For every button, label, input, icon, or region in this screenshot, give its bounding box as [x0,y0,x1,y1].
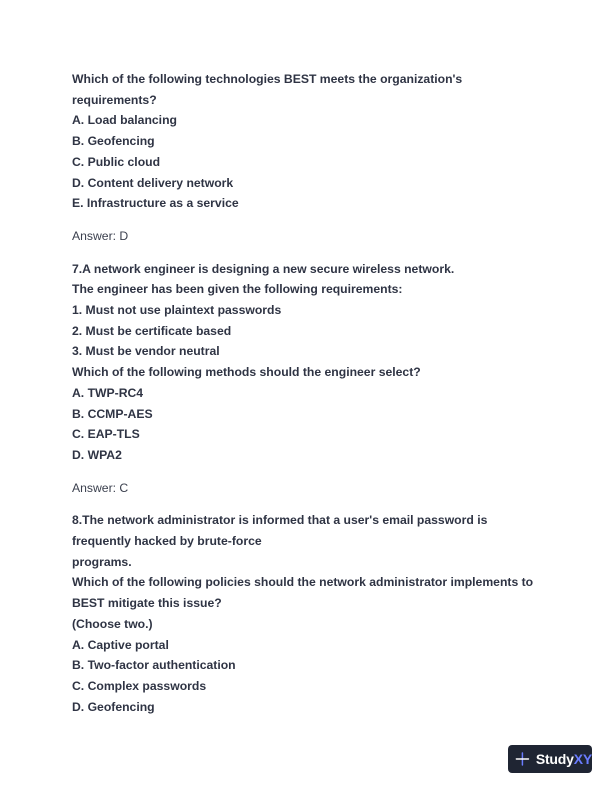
brand-name [536,751,592,767]
option-a: A. TWP-RC4 [72,385,144,400]
option-b: B. CCMP-AES [72,406,153,421]
requirement-item: 1. Must not use plaintext passwords [72,303,282,318]
requirement-item: 2. Must be certificate based [72,323,232,338]
option-d: D. Geofencing [72,699,155,714]
option-d: D. WPA2 [72,447,122,462]
option-b: B. Geofencing [72,134,155,149]
studyxy-logo-badge[interactable] [508,745,592,773]
question-stem: Which of the following technologies BEST meets the organization's [72,72,463,86]
option-c: C. Public cloud [72,154,161,169]
question-stem: 8.The network administrator is informed that a user's email password is [72,513,488,528]
question-stem: The engineer has been given the following requirements: [72,282,403,297]
requirement-item: 3. Must be vendor neutral [72,344,220,359]
option-a: A. Captive portal [72,637,169,652]
question-stem: frequently hacked by brute-force [72,534,262,549]
question-8 [72,510,542,717]
question-7 [72,259,542,499]
document-page [72,69,542,717]
brand-accent: XY [573,751,592,767]
question-6-tail [72,69,542,247]
option-d: D. Content delivery network [72,175,234,190]
choose-count-note: (Choose two.) [72,616,153,631]
question-prompt: BEST mitigate this issue? [72,596,222,611]
question-stem: requirements? [72,92,157,107]
question-stem: programs. [72,554,132,569]
option-c: C. EAP-TLS [72,427,140,442]
question-prompt: Which of the following policies should the network administrator implements to [72,575,534,590]
question-prompt: Which of the following methods should the engineer select? [72,365,421,380]
answer-text: Answer: D [72,228,129,243]
option-a: A. Load balancing [72,113,177,128]
option-c: C. Complex passwords [72,678,207,693]
option-e: E. Infrastructure as a service [72,196,239,211]
brand-main: Study [535,751,574,767]
question-stem: 7.A network engineer is designing a new secure wireless network. [72,261,455,276]
option-b: B. Two-factor authentication [72,658,236,673]
plus-icon [515,751,530,767]
answer-text: Answer: C [72,480,129,495]
